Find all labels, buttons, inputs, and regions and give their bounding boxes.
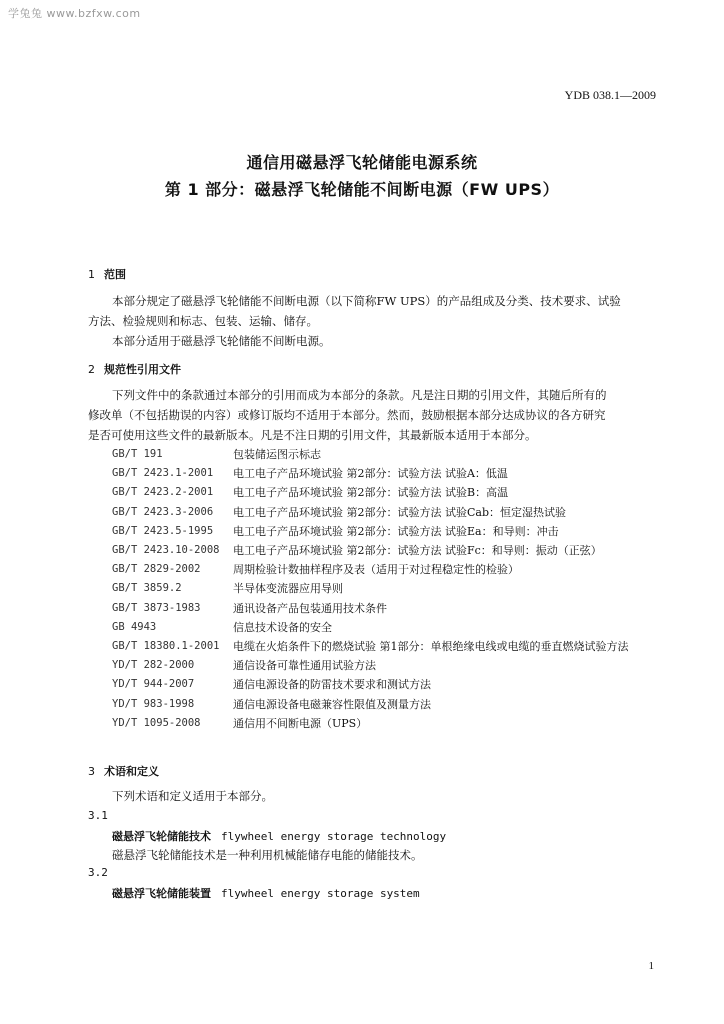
reference-title: 半导体变流器应用导则 xyxy=(233,582,343,596)
reference-code: YD/T 282-2000 xyxy=(112,659,195,672)
reference-code: GB/T 2423.2-2001 xyxy=(112,486,214,499)
section-2-heading xyxy=(88,361,181,377)
page-number: 1 xyxy=(648,960,654,972)
term-english: flywheel energy storage system xyxy=(221,887,420,900)
reference-item xyxy=(112,445,660,464)
reference-item xyxy=(112,618,660,637)
reference-title: 周期检验计数抽样程序及表（适用于对过程稳定性的检验） xyxy=(233,563,519,577)
reference-code: YD/T 944-2007 xyxy=(112,678,195,691)
reference-item xyxy=(112,599,660,618)
paragraph-text: 方法、检验规则和标志、包装、运输、储存。 xyxy=(88,314,318,328)
reference-title: 电工电子产品环境试验 第2部分：试验方法 试验Fc：和导则：振动（正弦） xyxy=(233,544,602,558)
reference-item xyxy=(112,522,660,541)
reference-code: YD/T 1095-2008 xyxy=(112,716,201,729)
term-chinese: 磁悬浮飞轮储能技术 xyxy=(112,830,211,843)
section-number: 2 xyxy=(88,363,95,376)
document-subtitle: 第 1 部分：磁悬浮飞轮储能不间断电源（FW UPS） xyxy=(164,180,560,199)
reference-title: 包装储运图示标志 xyxy=(233,448,321,461)
paragraph-text: 本部分规定了磁悬浮飞轮储能不间断电源（以下简称FW UPS）的产品组成及分类、技术要求、试验 xyxy=(112,294,621,308)
normative-references-list xyxy=(112,445,660,733)
reference-code: GB/T 3873-1983 xyxy=(112,601,201,614)
reference-item xyxy=(112,560,660,579)
section-number: 1 xyxy=(88,268,95,281)
reference-code: GB/T 18380.1-2001 xyxy=(112,640,220,653)
reference-title: 电工电子产品环境试验 第2部分：试验方法 试验A：低温 xyxy=(233,467,508,481)
paragraph-text: 本部分适用于磁悬浮飞轮储能不间断电源。 xyxy=(112,334,331,348)
reference-code: GB 4943 xyxy=(112,620,157,633)
reference-title: 电缆在火焰条件下的燃烧试验 第1部分：单根绝缘电线或电缆的垂直燃烧试验方法 xyxy=(233,640,629,654)
section-2-paragraph xyxy=(88,385,660,445)
paragraph-text: 下列术语和定义适用于本部分。 xyxy=(112,789,273,803)
document-number: YDB 038.1—2009 xyxy=(564,88,656,102)
section-title: 规范性引用文件 xyxy=(104,363,181,376)
section-3-heading xyxy=(88,763,159,779)
watermark-text: 学兔兔 www.bzfxw.com xyxy=(8,7,141,20)
document-title: 通信用磁悬浮飞轮储能电源系统 xyxy=(246,153,478,172)
paragraph-text: 下列文件中的条款通过本部分的引用而成为本部分的条款。凡是注日期的引用文件，其随后所有的 xyxy=(112,388,607,402)
paragraph-line xyxy=(88,311,660,331)
reference-title: 通信用不间断电源（UPS） xyxy=(233,716,368,730)
reference-code: GB/T 2423.3-2006 xyxy=(112,505,214,518)
reference-item xyxy=(112,579,660,598)
reference-item xyxy=(112,464,660,483)
reference-title: 通信设备可靠性通用试验方法 xyxy=(233,659,376,673)
reference-title: 电工电子产品环境试验 第2部分：试验方法 试验Cab：恒定湿热试验 xyxy=(233,505,567,519)
section-title: 术语和定义 xyxy=(104,765,159,778)
reference-item xyxy=(112,695,660,714)
section-1-paragraph xyxy=(88,291,660,351)
paragraph-line xyxy=(88,291,660,311)
reference-code: GB/T 2423.1-2001 xyxy=(112,467,214,480)
reference-title: 通信电源设备的防雷技术要求和测试方法 xyxy=(233,678,431,692)
paragraph-text: 是否可使用这些文件的最新版本。凡是不注日期的引用文件，其最新版本适用于本部分。 xyxy=(88,428,537,442)
reference-code: GB/T 2423.5-1995 xyxy=(112,524,214,537)
reference-item xyxy=(112,637,660,656)
section-title: 范围 xyxy=(104,268,126,281)
reference-item xyxy=(112,714,660,733)
reference-code: GB/T 3859.2 xyxy=(112,582,182,595)
term-chinese: 磁悬浮飞轮储能装置 xyxy=(112,887,211,900)
paragraph-line xyxy=(88,405,660,425)
clause-3-2-number: 3.2 xyxy=(88,866,108,879)
section-number: 3 xyxy=(88,765,95,778)
reference-title: 电工电子产品环境试验 第2部分：试验方法 试验Ea：和导则：冲击 xyxy=(233,524,559,538)
reference-item xyxy=(112,656,660,675)
reference-title: 通信电源设备电磁兼容性限值及测量方法 xyxy=(233,697,431,711)
section-3-intro xyxy=(88,786,660,806)
clause-3-1-number: 3.1 xyxy=(88,809,108,822)
reference-code: GB/T 2829-2002 xyxy=(112,563,201,576)
paragraph-line xyxy=(88,786,660,806)
term-3-1 xyxy=(112,828,446,844)
reference-title: 通讯设备产品包装通用技术条件 xyxy=(233,601,387,615)
term-3-2 xyxy=(112,885,420,901)
reference-item xyxy=(112,483,660,502)
reference-title: 信息技术设备的安全 xyxy=(233,620,332,634)
paragraph-line xyxy=(88,425,660,445)
reference-item xyxy=(112,675,660,694)
paragraph-text: 修改单（不包括勘误的内容）或修订版均不适用于本部分。然而，鼓励根据本部分达成协议的各方研究 xyxy=(88,408,606,422)
reference-code: GB/T 2423.10-2008 xyxy=(112,544,220,557)
reference-code: YD/T 983-1998 xyxy=(112,697,195,710)
reference-item xyxy=(112,503,660,522)
paragraph-line xyxy=(88,385,660,405)
paragraph-line xyxy=(88,331,660,351)
reference-title: 电工电子产品环境试验 第2部分：试验方法 试验B：高温 xyxy=(233,486,509,500)
term-3-1-definition: 磁悬浮飞轮储能技术是一种利用机械能储存电能的储能技术。 xyxy=(112,848,423,862)
term-english: flywheel energy storage technology xyxy=(221,830,447,843)
reference-item xyxy=(112,541,660,560)
reference-code: GB/T 191 xyxy=(112,448,163,460)
section-1-heading xyxy=(88,266,126,282)
